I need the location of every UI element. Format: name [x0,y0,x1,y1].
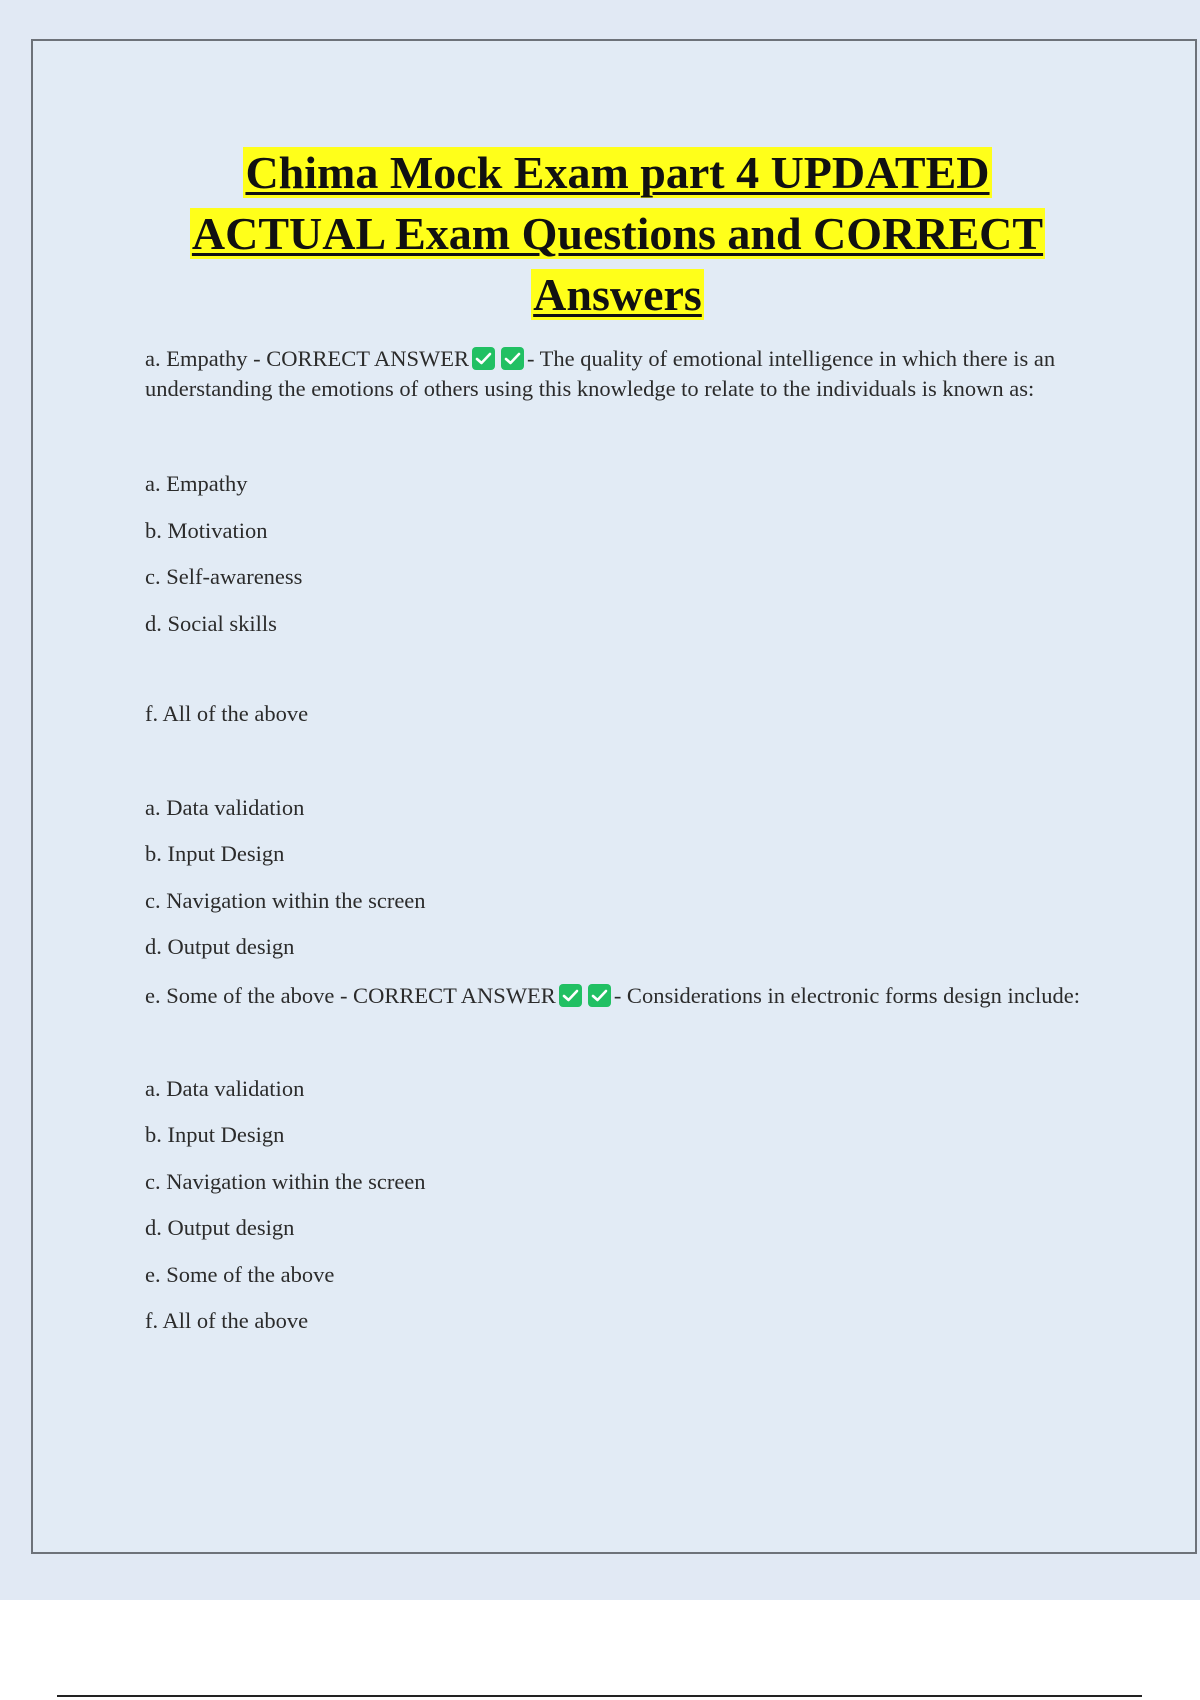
title-line-1: Chima Mock Exam part 4 UPDATED [245,147,990,198]
option-item: c. Navigation within the screen [145,887,426,913]
option-item: f. All of the above [145,1308,309,1333]
question-1-answer [145,344,1085,404]
document-title [80,142,1155,325]
question-3-answer [145,981,1085,1011]
check-box-icon [588,984,611,1007]
option-item: c. Navigation within the screen [145,1168,426,1194]
check-box-icon [472,347,495,370]
option-item: c. Self-awareness [145,564,303,589]
option-item: d. Social skills [145,610,277,636]
title-line-2: ACTUAL Exam Questions and CORRECT [191,208,1044,259]
option-item: a. Empathy [145,471,248,496]
option-item: f. All of the above [145,701,309,726]
answer-suffix: - Considerations in electronic forms design include: [613,982,1080,1008]
answer-prefix: a. Empathy - CORRECT ANSWER [145,346,469,371]
title-line-3: Answers [533,269,702,320]
option-item: b. Motivation [145,517,268,543]
option-item: d. Output design [145,934,295,959]
option-item: b. Input Design [145,1122,285,1147]
check-box-icon [501,347,524,370]
footer-divider [57,1695,1142,1697]
option-item: a. Data validation [145,794,305,820]
option-item: b. Input Design [145,841,285,866]
answer-prefix: e. Some of the above - CORRECT ANSWER [145,982,556,1008]
option-item: a. Data validation [145,1075,305,1101]
check-box-icon [559,984,582,1007]
document-body [145,344,1085,1353]
option-item: d. Output design [145,1215,295,1240]
option-item: e. Some of the above [145,1261,335,1287]
answer-suffix: - The quality of emotional intelligence in which there is an understanding the emotions of others using this knowledge to relate to the individuals is known as: [145,346,1056,401]
